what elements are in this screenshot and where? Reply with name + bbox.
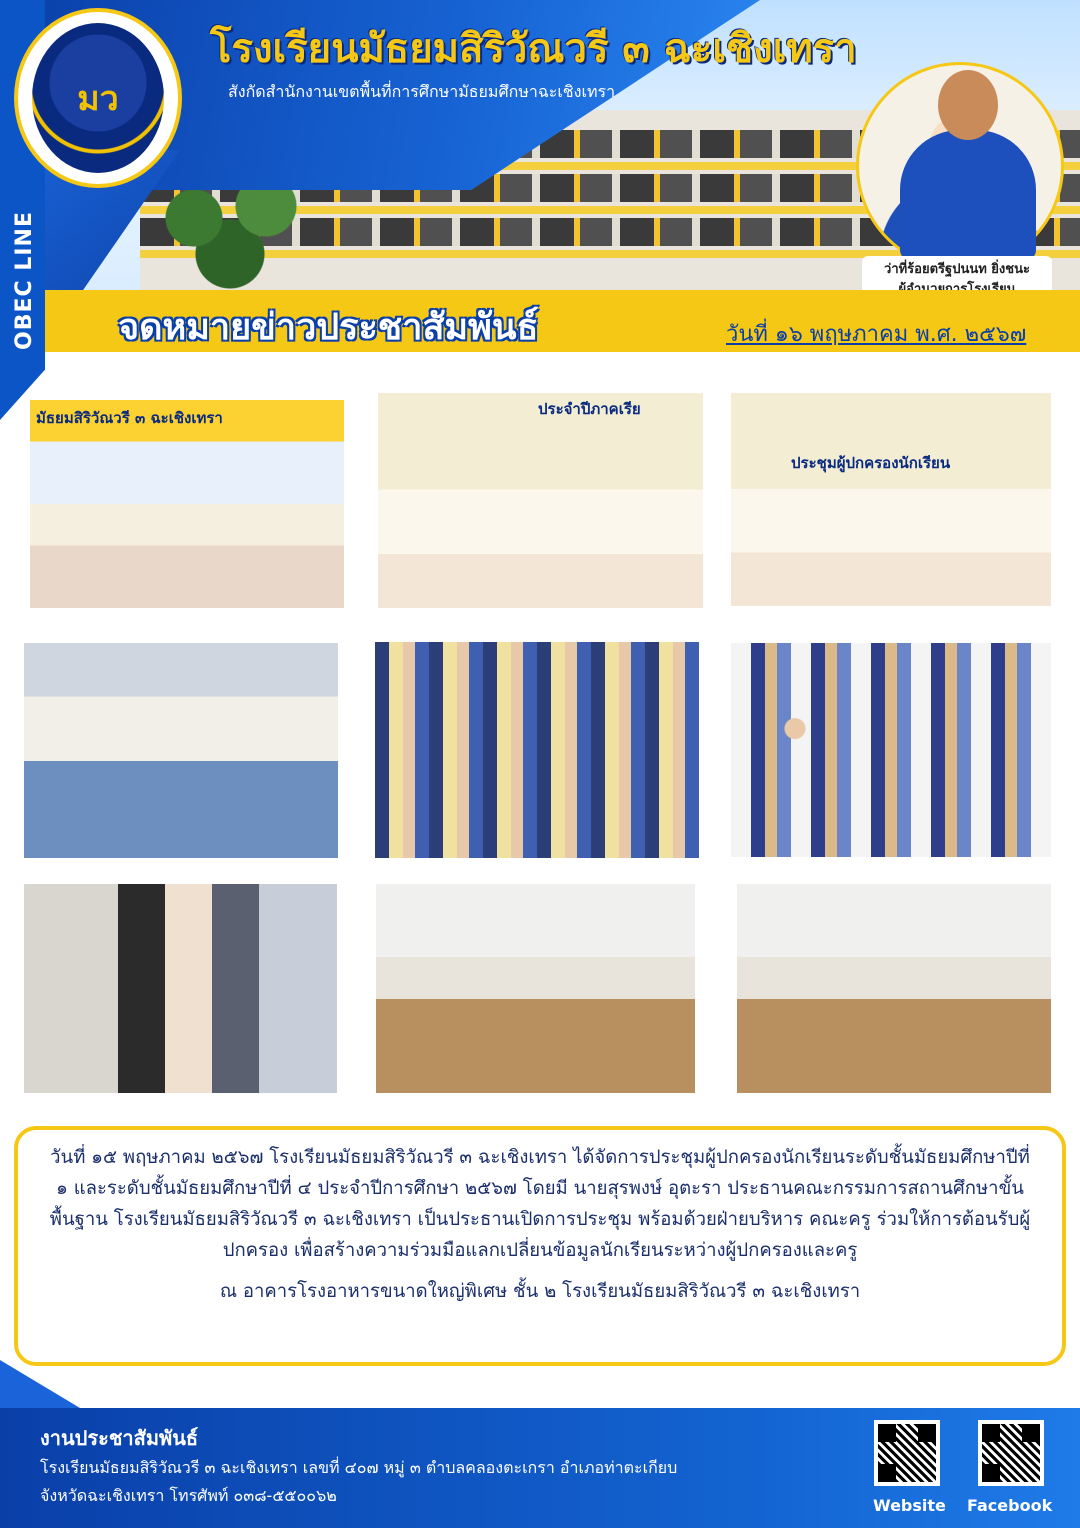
photo-banner-text: ประชุมผู้ปกครองนักเรียน xyxy=(791,454,951,472)
director-name: ว่าที่ร้อยตรีฐปนนท ยิ่งชนะ xyxy=(884,262,1030,277)
logo-monogram: มว xyxy=(77,79,119,119)
facebook-qr-code[interactable] xyxy=(978,1420,1044,1486)
photo-hall-audience xyxy=(24,643,338,858)
photo-stage-banner xyxy=(731,393,1051,606)
photo-teacher-group xyxy=(24,884,337,1093)
photo-banner-text: ประจำปีภาคเรีย xyxy=(538,400,641,418)
photo-classroom-parents xyxy=(737,884,1051,1093)
photo-classroom-meeting xyxy=(376,884,695,1093)
facebook-qr-label: Facebook xyxy=(967,1496,1053,1515)
news-date: วันที่ ๑๖ พฤษภาคม พ.ศ. ๒๕๖๗ xyxy=(726,322,1027,347)
photo-parents-crowd xyxy=(731,643,1051,857)
obec-line-text: OBEC LINE xyxy=(11,210,37,350)
news-venue: ณ อาคารโรงอาหารขนาดใหญ่พิเศษ ชั้น ๒ โรงเรียนมัธยมสิริวัณวรี ๓ ฉะเชิงเทรา xyxy=(219,1281,861,1302)
director-photo-body xyxy=(900,130,1036,260)
obec-line-label xyxy=(4,200,44,360)
news-text-box xyxy=(14,1126,1066,1366)
footer-address: โรงเรียนมัธยมสิริวัณวรี ๓ ฉะเชิงเทรา เลขที่ ๔๐๗ หมู่ ๓ ตำบลคลองตะเกรา อำเภอท่าตะเกียบ xyxy=(40,1458,678,1477)
photo-parents-seated xyxy=(375,642,699,858)
news-title: จดหมายข่าวประชาสัมพันธ์ xyxy=(118,307,539,348)
photo-meeting-chair xyxy=(30,400,344,608)
photo-speaker-stage xyxy=(378,393,703,608)
qr-pattern xyxy=(878,1424,936,1482)
qr-pattern xyxy=(982,1424,1040,1482)
affiliation: สังกัดสำนักงานเขตพื้นที่การศึกษามัธยมศึกษาฉะเชิงเทรา xyxy=(228,82,616,101)
website-qr-label: Website xyxy=(873,1496,946,1515)
photo-banner-text: มัธยมสิริวัณวรี ๓ ฉะเชิงเทรา xyxy=(36,409,223,427)
director-photo-face xyxy=(938,70,998,140)
footer-title: งานประชาสัมพันธ์ xyxy=(40,1426,199,1450)
website-qr-code[interactable] xyxy=(874,1420,940,1486)
footer-phone: จังหวัดฉะเชิงเทรา โทรศัพท์ ๐๓๘-๕๕๐๐๖๒ xyxy=(40,1486,337,1505)
school-name: โรงเรียนมัธยมสิริวัณวรี ๓ ฉะเชิงเทรา xyxy=(210,26,857,72)
logo-emblem xyxy=(32,23,164,173)
news-paragraph: วันที่ ๑๕ พฤษภาคม ๒๕๖๗ โรงเรียนมัธยมสิริวัณวรี ๓ ฉะเชิงเทรา ได้จัดการประชุมผู้ปกครองนักเรียนระดับชั้นมัธยมศึกษาปีที่ ๑ และระดับชั้นมัธยมศึกษาปีที่ ๔ ประจำปีการศึกษา ๒๕๖๗ โดยมี นายสุรพงษ์ อุตะรา ประธานคณะกรรมการสถานศึกษาขั้นพื้นฐาน โรงเรียนมัธยมสิริวัณวรี ๓ ฉะเชิงเทรา เป็นประธานเปิดการประชุม พร้อมด้วยฝ่ายบริหาร คณะครู ร่วมให้การต้อนรับผู้ปกครอง เพื่อสร้างความร่วมมือแลกเปลี่ยนข้อมูลนักเรียนระหว่างผู้ปกครองและครู xyxy=(49,1147,1031,1261)
school-logo xyxy=(18,12,178,184)
